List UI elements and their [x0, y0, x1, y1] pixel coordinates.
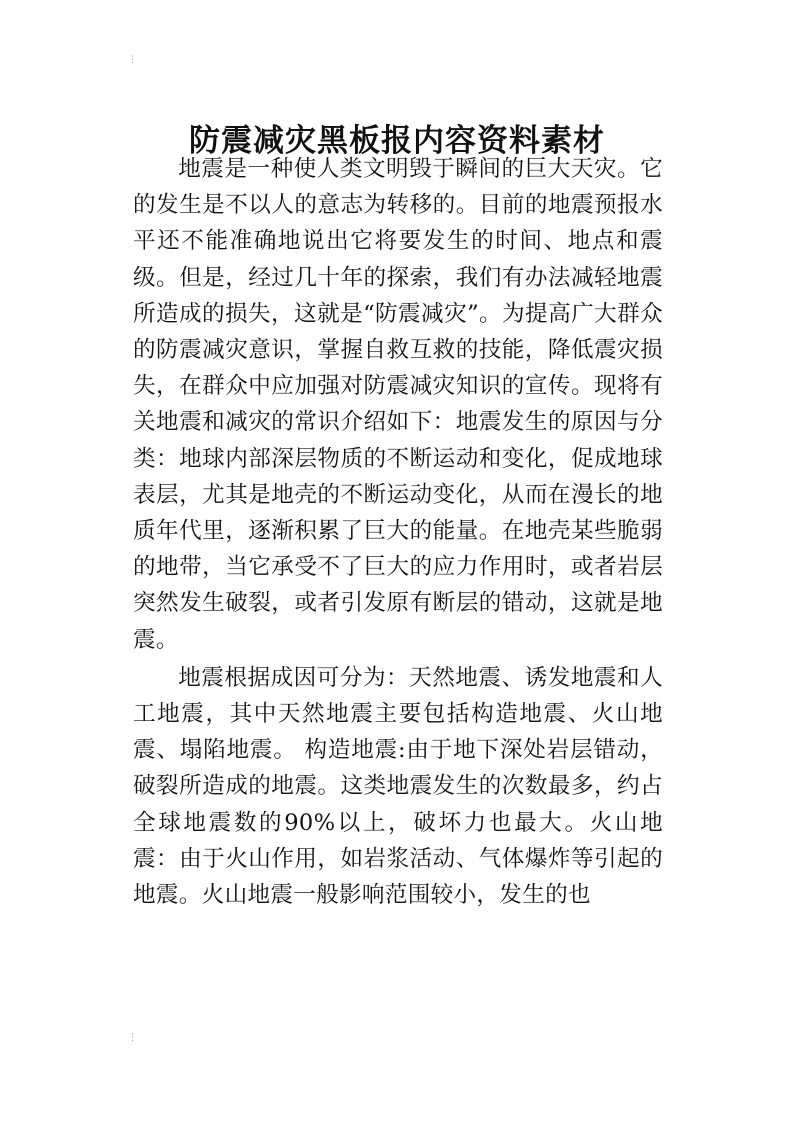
- crop-mark-bottom: ⋮: [128, 1033, 137, 1043]
- paragraph: 地震是一种使人类文明毁于瞬间的巨大天灾。它的发生是不以人的意志为转移的。目前的地震预报水平还不能准确地说出它将要发生的时间、地点和震级。但是，经过几十年的探索，我们有办法减轻地震所造成的损失，这就是“防震减灾”。为提高广大群众的防震减灾意识，掌握自救互救的技能，降低震灾损失，在群众中应加强对防震减灾知识的宣传。现将有关地震和减灾的常识介绍如下：地震发生的原因与分类：地球内部深层物质的不断运动和变化，促成地球表层，尤其是地壳的不断运动变化，从而在漫长的地质年代里，逐渐积累了巨大的能量。在地壳某些脆弱的地带，当它承受不了巨大的应力作用时，或者岩层突然发生破裂，或者引发原有断层的错动，这就是地震。: [133, 156, 663, 653]
- document-body: [133, 151, 663, 915]
- crop-mark-top: ⋮: [128, 55, 137, 65]
- document-title: 防震减灾黑板报内容资料素材: [189, 122, 605, 159]
- paragraph: 地震根据成因可分为：天然地震、诱发地震和人工地震，其中天然地震主要包括构造地震、火山地震、塌陷地震。 构造地震:由于地下深处岩层错动，破裂所造成的地震。这类地震发生的次数最多，约占全球地震数的90%以上，破坏力也最大。火山地震：由于火山作用，如岩浆活动、气体爆炸等引起的地震。火山地震一般影响范围较小，发生的也: [133, 664, 663, 909]
